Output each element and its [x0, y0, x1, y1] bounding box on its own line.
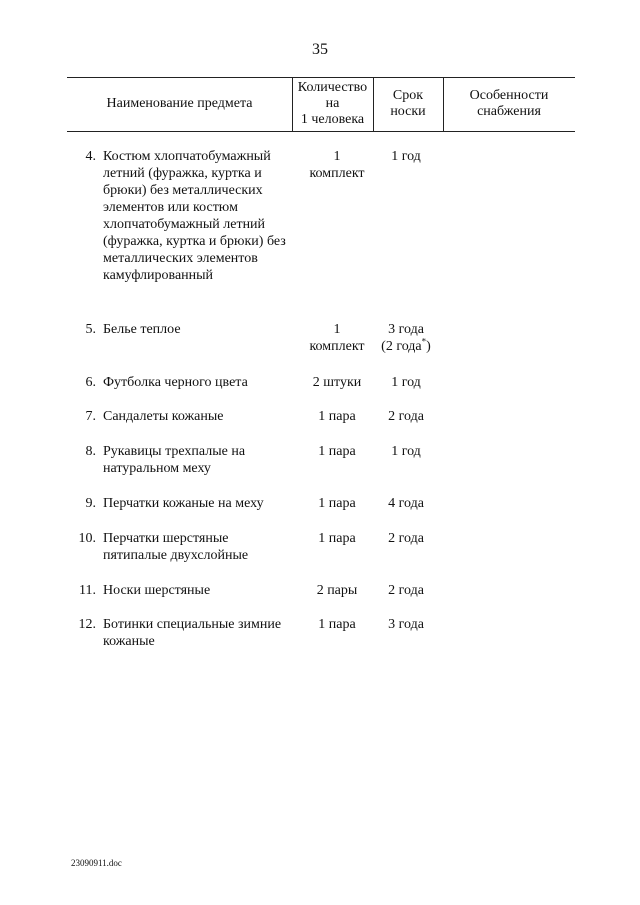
item-name: Перчатки кожаные на меху — [103, 496, 264, 511]
column-header-term — [373, 77, 443, 131]
row-number: 12. — [78, 617, 96, 632]
item-name: Белье теплое — [103, 322, 181, 337]
column-header-term-label: Срок носки — [390, 88, 426, 119]
item-quantity: 2 штуки — [312, 375, 362, 390]
column-header-name — [67, 77, 292, 131]
item-term — [370, 408, 442, 425]
footnote-mark: * — [421, 336, 427, 347]
term-main: 4 года — [388, 496, 424, 511]
item-quantity: 1 пара — [318, 444, 356, 459]
column-header-name-label: Наименование предмета — [106, 96, 253, 111]
term-alternative: (2 года*) — [381, 336, 431, 354]
item-name: Перчатки шерстяные пятипалые двухслойные — [103, 531, 249, 563]
term-main: 1 год — [391, 375, 421, 390]
term-main: 3 года — [388, 617, 424, 632]
item-name: Костюм хлопчатобумажный летний (фуражка, куртка и брюки) без металлических элементов или костюм хлопчатобумажный летний (фуражка, куртка и брюки) без металлических элементов камуфлированный — [103, 149, 286, 283]
item-quantity: 1 пара — [318, 496, 356, 511]
term-main: 1 год — [391, 149, 421, 164]
term-alt-text: (2 года — [381, 339, 422, 354]
item-name: Футболка черного цвета — [103, 375, 248, 390]
term-main: 3 года — [388, 322, 424, 337]
item-quantity: 1 пара — [318, 409, 356, 424]
column-header-quantity — [292, 77, 373, 131]
table-header-bottom-rule — [67, 131, 575, 132]
item-quantity: 2 пары — [316, 583, 358, 598]
row-number: 9. — [85, 496, 96, 511]
row-number: 10. — [78, 531, 96, 546]
row-number: 7. — [85, 409, 96, 424]
item-term — [370, 443, 442, 460]
item-quantity: 1 пара — [318, 617, 356, 632]
column-header-features — [443, 77, 575, 131]
item-name: Сандалеты кожаные — [103, 409, 224, 424]
term-main: 2 года — [388, 531, 424, 546]
row-number: 11. — [79, 583, 96, 598]
item-quantity: 1 комплект — [309, 149, 365, 181]
item-quantity: 1 комплект — [309, 322, 365, 354]
item-quantity: 1 пара — [318, 531, 356, 546]
item-term — [370, 530, 442, 547]
row-number: 8. — [85, 444, 96, 459]
item-term — [370, 148, 442, 165]
item-term — [370, 495, 442, 512]
document-filename: 23090911.doc — [71, 858, 122, 868]
item-term — [370, 582, 442, 599]
term-main: 2 года — [388, 409, 424, 424]
row-number: 6. — [85, 375, 96, 390]
item-name: Ботинки специальные зимние кожаные — [103, 617, 282, 649]
item-name: Рукавицы трехпалые на натуральном меху — [103, 444, 246, 476]
page-number: 35 — [312, 41, 328, 58]
term-main: 2 года — [388, 583, 424, 598]
row-number: 4. — [85, 149, 96, 164]
item-term — [370, 321, 442, 355]
item-name: Носки шерстяные — [103, 583, 211, 598]
term-main: 1 год — [391, 444, 421, 459]
item-term — [370, 374, 442, 391]
row-number: 5. — [85, 322, 96, 337]
column-header-quantity-label: Количество на 1 человека — [297, 80, 368, 127]
item-term — [370, 616, 442, 633]
column-header-features-label: Особенности снабжения — [469, 88, 549, 119]
